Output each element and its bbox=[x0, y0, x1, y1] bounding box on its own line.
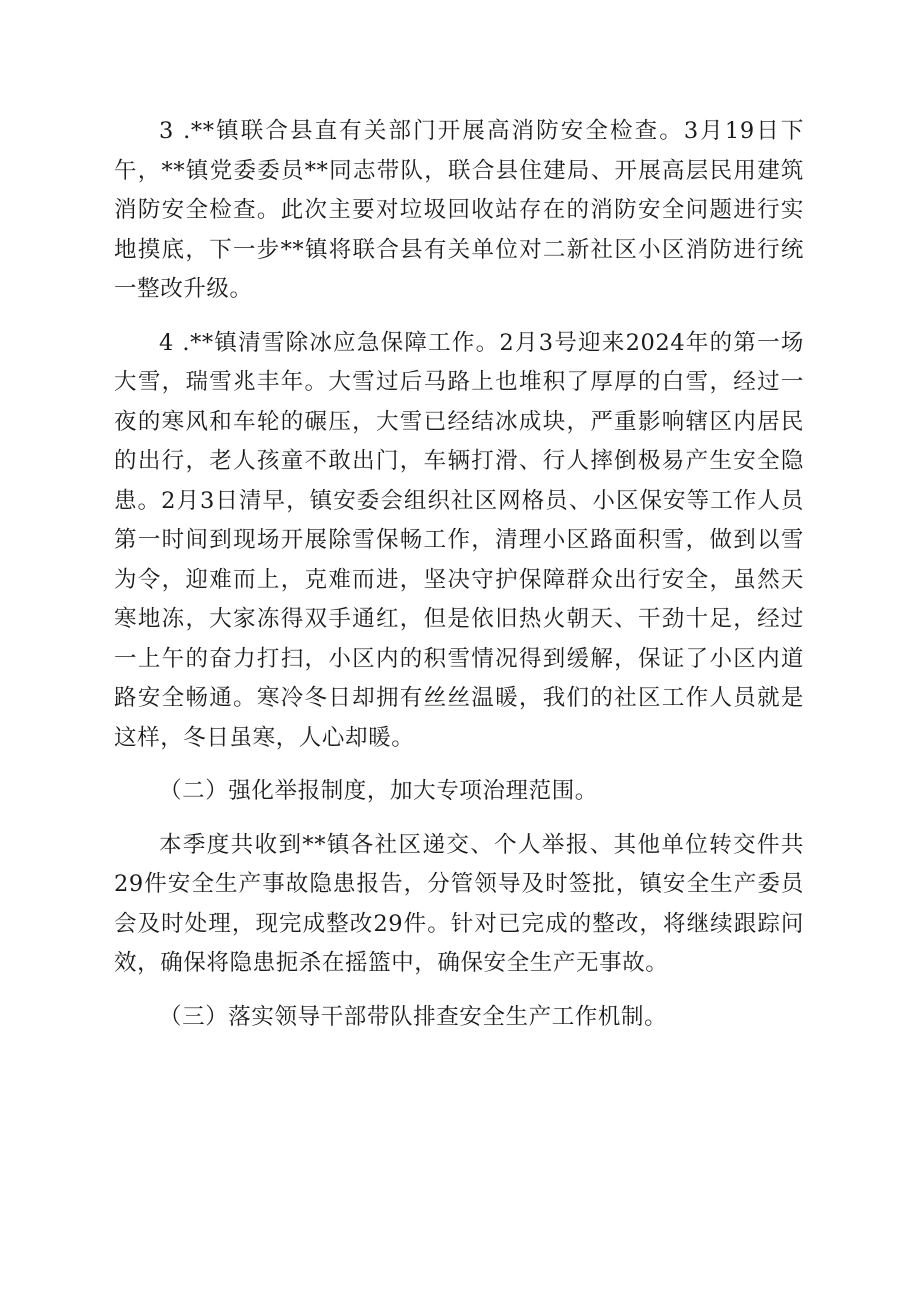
document-body bbox=[114, 112, 804, 1037]
section-heading-2: （二）强化举报制度，加大专项治理范围。 bbox=[159, 778, 598, 804]
paragraph-item-3-fire-inspection: 3 .**镇联合县直有关部门开展高消防安全检查。3月19日下午，**镇党委委员**同志带队，联合县住建局、开展高层民用建筑消防安全检查。此次主要对垃圾回收站存在的消防安全问题进行实地摸底，下一步**镇将联合县有关单位对二新社区小区消防进行统一整改升级。 bbox=[114, 118, 804, 302]
section-heading-3: （三）落实领导干部带队排查安全生产工作机制。 bbox=[159, 1003, 668, 1030]
paragraph-report-summary: 本季度共收到**镇各社区递交、个人举报、其他单位转交件共29件安全生产事故隐患报告，分管领导及时签批，镇安全生产委员会及时处理，现完成整改29件。针对已完成的整改，将继续跟踪问效，确保将隐患扼杀在摇篮中，确保安全生产无事故。 bbox=[114, 831, 804, 976]
paragraph-item-4-snow-clearing: 4 .**镇清雪除冰应急保障工作。2月3号迎来2024年的第一场大雪，瑞雪兆丰年。大雪过后马路上也堆积了厚厚的白雪，经过一夜的寒风和车轮的碾压，大雪已经结冰成块，严重影响辖区内居民的出行，老人孩童不敢出门，车辆打滑、行人摔倒极易产生安全隐患。2月3日清早，镇安委会组织社区网格员、小区保安等工作人员第一时间到现场开展除雪保畅工作，清理小区路面积雪，做到以雪为令，迎难而上，克难而进，坚决守护保障群众出行安全，虽然天寒地冻，大家冻得双手通红，但是依旧热火朝天、干劲十足，经过一上午的奋力打扫，小区内的积雪情况得到缓解，保证了小区内道路安全畅通。寒冷冬日却拥有丝丝温暖，我们的社区工作人员就是这样，冬日虽寒，人心却暖。 bbox=[114, 329, 804, 751]
